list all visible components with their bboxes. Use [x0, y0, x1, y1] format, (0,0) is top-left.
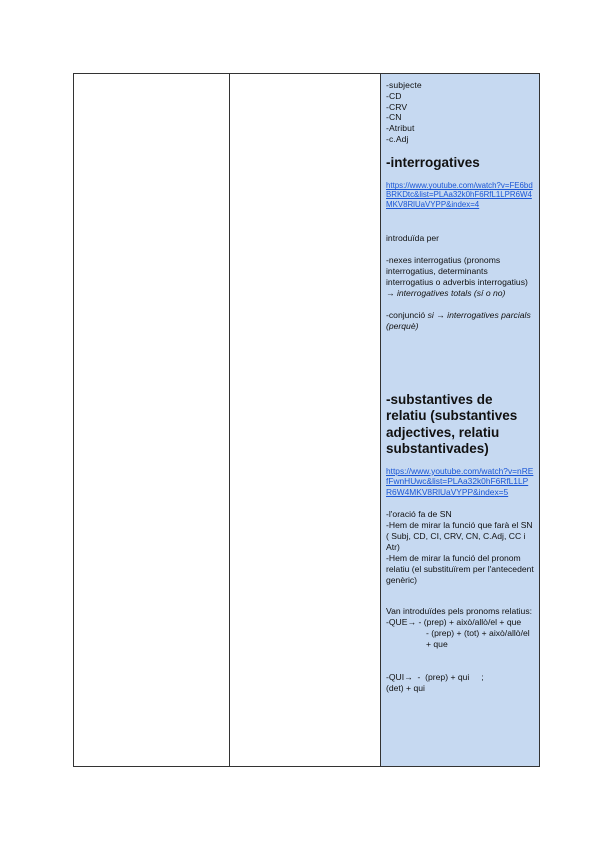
table-column-2 [230, 74, 381, 766]
function-list [386, 80, 534, 145]
interrogatives-nexes: -nexes interrogatius (pronoms interrogatius, determinants interrogatius o adverbis interrogatius) → interrogatives totals (sí o no) [386, 254, 528, 298]
interrogatives-conjunction: -conjunció si → interrogatives parcials (perquè) [386, 309, 531, 331]
substantives-heading: -substantives de relatiu (substantives adjectives, relatiu substantivades) [386, 391, 518, 457]
list-item: -CN [386, 112, 402, 123]
list-item: -CRV [386, 101, 408, 112]
relative-intro: Van introduïdes pels pronoms relatius: [386, 606, 533, 617]
note-item: -l'oració fa de SN [386, 509, 452, 520]
list-item: -subjecte [386, 80, 422, 90]
qui-line-2: (det) + qui [386, 683, 425, 694]
que-line-1: -QUE→ - (prep) + això/allò/el + que [386, 617, 522, 628]
list-item: -CD [386, 90, 402, 101]
list-item: -c.Adj [386, 133, 409, 144]
document-table [73, 73, 540, 767]
list-item: -Atribut [386, 123, 415, 134]
interrogatives-video-link[interactable]: https://www.youtube.com/watch?v=FE6bdBRKDtc&list=PLAa32k0hF6RfL1LPR6W4MKV8RlUaVYPP&index=4 [386, 181, 533, 209]
note-item: -Hem de mirar la funció que farà el SN ( Subj, CD, CI, CRV, CN, C.Adj, CC i Atr) [386, 520, 533, 553]
table-column-3-notes [381, 74, 539, 766]
interrogatives-intro: introduïda per [386, 232, 440, 243]
relative-pronouns-block [386, 606, 534, 650]
table-column-1 [74, 74, 230, 766]
qui-block [386, 672, 534, 694]
interrogatives-heading: -interrogatives [386, 154, 480, 170]
qui-line-1: -QUI→ - (prep) + qui ; [386, 672, 484, 683]
substantives-video-link[interactable]: https://www.youtube.com/watch?v=nREfFwnHUwc&list=PLAa32k0hF6RfL1LPR6W4MKV8RlUaVYPP&index=5 [386, 465, 534, 497]
note-item: -Hem de mirar la funció del pronom relatiu (el substituïrem per l'antecedent genèric) [386, 553, 534, 586]
substantives-notes [386, 509, 534, 586]
que-line-2: - (prep) + (tot) + això/allò/el + que [426, 628, 530, 650]
